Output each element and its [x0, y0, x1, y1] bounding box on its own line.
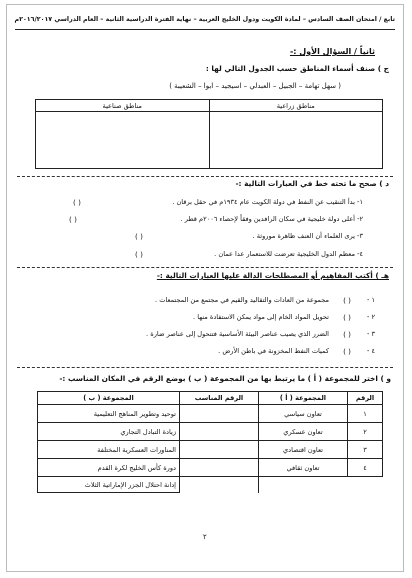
correction-item-3 — [253, 232, 363, 240]
header-group-a: المجموعة ( أ ) — [259, 392, 348, 405]
table-row — [38, 477, 383, 493]
term-item-2-number: ٢ - — [366, 313, 375, 321]
correction-answer-2[interactable]: ( ) — [69, 215, 77, 224]
item-number: ٣ — [359, 232, 363, 240]
group-a-item — [259, 477, 348, 493]
group-a-item: تعاون سياسي — [259, 405, 348, 423]
matching-answer-cell[interactable] — [180, 405, 259, 423]
group-a-item: تعاون ثقافي — [259, 459, 348, 477]
group-b-item: المناورات العسكرية المختلفة — [38, 441, 180, 459]
matching-answer-cell[interactable] — [180, 459, 259, 477]
table-row — [38, 459, 383, 477]
question-one-heading: ثانياً / السؤال الأول :- — [289, 47, 375, 56]
group-b-item: دورة كأس الخليج لكرة القدم — [38, 459, 180, 477]
term-item-3-number: ٣ - — [366, 330, 375, 338]
item-number: ٤ — [359, 250, 363, 258]
item-text: - بدأ التنقيب عن النفط في دولة الكويت عام ١٩٣٤م في حقل برقان . — [172, 198, 360, 206]
header-matching-number: الرقم المناسب — [180, 392, 259, 405]
header-divider — [15, 29, 395, 30]
group-a-item: تعاون اقتصادي — [259, 441, 348, 459]
item-text: - معظم الدول الخليجية تعرضت للاستعمار عدا عمان . — [214, 250, 360, 258]
item-number: ١ — [359, 198, 363, 206]
matching-answer-cell[interactable] — [180, 423, 259, 441]
correction-item-2 — [181, 215, 363, 223]
group-b-item: إدانة احتلال الجزر الإماراتية الثلاث — [38, 477, 180, 493]
matching-answer-cell[interactable] — [180, 441, 259, 459]
term-answer-2[interactable]: ( ) — [343, 313, 351, 322]
section-divider-3 — [17, 367, 393, 368]
industrial-answer-cell[interactable] — [36, 112, 210, 169]
header-agricultural: مناطق زراعية — [209, 100, 383, 112]
row-number — [348, 477, 383, 493]
table-row — [38, 405, 383, 423]
header-group-b: المجموعة ( ب ) — [38, 392, 180, 405]
row-number: ٤ — [348, 459, 383, 477]
item-text: - يرى العلماء أن العنف ظاهرة موروثة . — [252, 232, 360, 240]
correction-item-4 — [214, 250, 363, 258]
part-d-heading: د ) صحح ما تحته خط في العبارات التالية :- — [235, 179, 389, 188]
term-answer-3[interactable]: ( ) — [343, 330, 351, 339]
exam-page — [6, 4, 404, 572]
header-industrial: مناطق صناعية — [36, 100, 210, 112]
classification-table — [35, 99, 383, 169]
group-b-item: توحيد وتطوير المناهج التعليمية — [38, 405, 180, 423]
empty-cell — [180, 477, 259, 493]
agricultural-answer-cell[interactable] — [209, 112, 383, 169]
group-b-item: زيادة التبادل التجاري — [38, 423, 180, 441]
exam-header-title: تابع / امتحان الصف السادس – لمادة الكويت ودول الخليج العربية – نهاية الفترة الدراسية الثانية – العام الدراسي ٢٠١٦/٢٠١٧م — [14, 16, 395, 23]
term-answer-1[interactable]: ( ) — [343, 296, 351, 305]
term-item-2-text: تحويل المواد الخام إلى مواد يمكن الاستفادة منها . — [193, 313, 329, 321]
item-text: - أعلى دولة خليجية في سكان الرافدين وفقاً لإحصاء ٢٠٠٦م قطر . — [180, 215, 360, 223]
term-item-1-number: ١ - — [366, 296, 375, 304]
row-number: ١ — [348, 405, 383, 423]
item-number: ٢ — [359, 215, 363, 223]
correction-answer-4[interactable]: ( ) — [135, 250, 143, 259]
group-a-item: تعاون عسكري — [259, 423, 348, 441]
section-divider-1 — [17, 176, 393, 177]
matching-table — [37, 391, 383, 493]
term-item-3-text: الضرر الذي يصيب عناصر البيئة الأساسية فتتحول إلى عناصر ضارة . — [146, 330, 329, 338]
correction-item-1 — [172, 198, 363, 206]
section-divider-2 — [17, 267, 393, 268]
part-c-heading: ج ) صنف أسماء المناطق حسب الجدول التالي لها : — [205, 64, 389, 73]
correction-answer-1[interactable]: ( ) — [73, 198, 81, 207]
part-w-heading: و ) اختر للمجموعة ( أ ) ما يرتبط بها من المجموعة ( ب ) بوضع الرقم في المكان المناسب :- — [59, 374, 391, 383]
correction-answer-3[interactable]: ( ) — [135, 232, 143, 241]
part-h-heading: هـ ) أكتب المفاهيم أو المصطلحات الدالة عليها العبارات التالية :- — [156, 271, 389, 280]
table-row — [38, 441, 383, 459]
row-number: ٢ — [348, 423, 383, 441]
page-number: ٢ — [203, 533, 207, 541]
row-number: ٣ — [348, 441, 383, 459]
table-row — [38, 423, 383, 441]
term-item-1-text: مجموعة من العادات والتقاليد والقيم في مجتمع من المجتمعات . — [155, 296, 329, 304]
term-item-4-text: كميات النفط المخزونة في باطن الأرض . — [218, 347, 329, 355]
regions-list: ( سهل تهامة – الجبيل – العبدلي – اسيجيد – ابوا – الشعيبة ) — [169, 82, 341, 90]
term-answer-4[interactable]: ( ) — [343, 347, 351, 356]
header-number: الرقم — [348, 392, 383, 405]
term-item-4-number: ٤ - — [366, 347, 375, 355]
